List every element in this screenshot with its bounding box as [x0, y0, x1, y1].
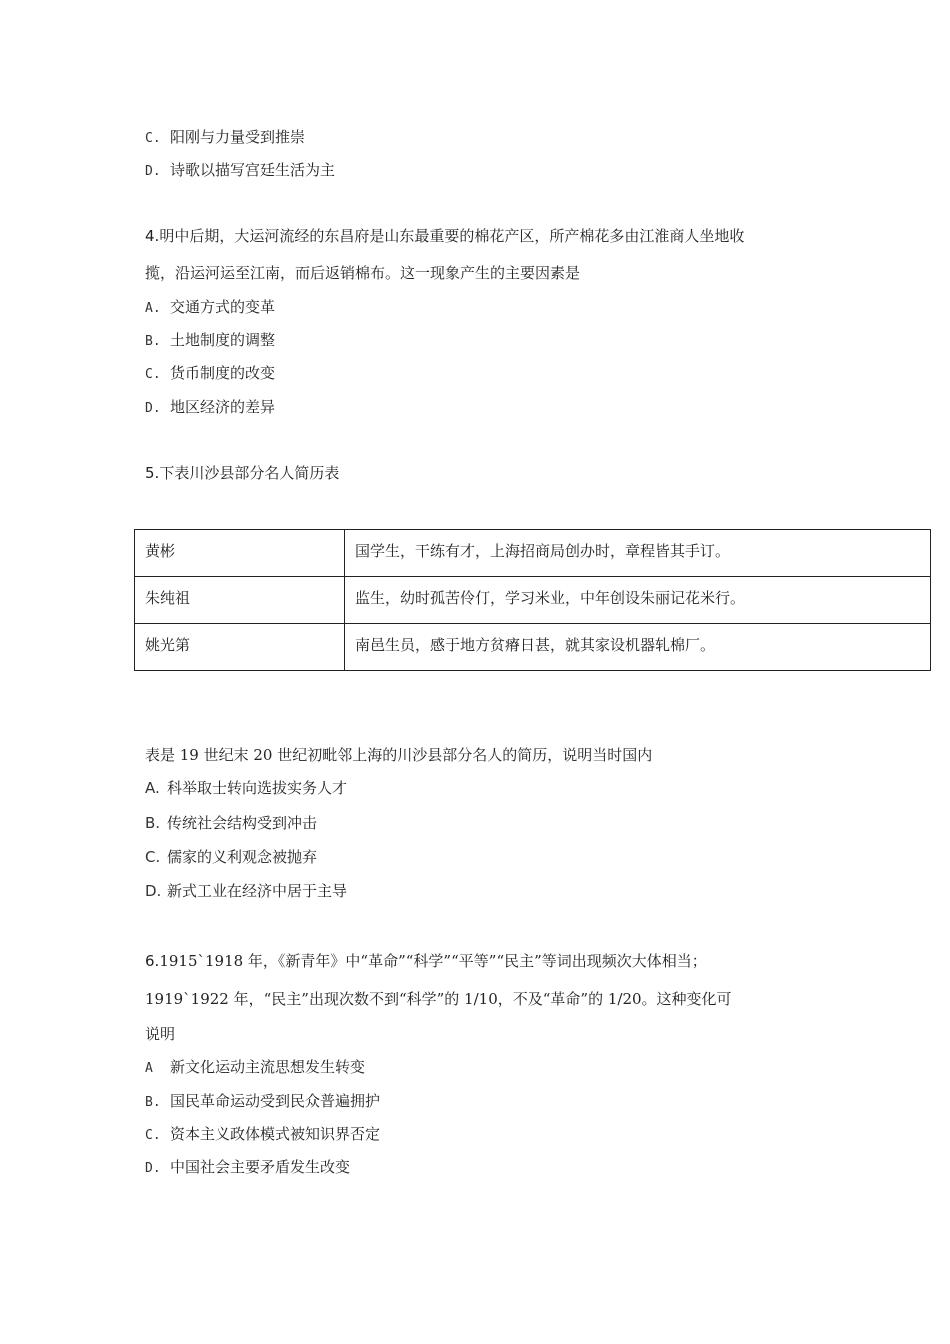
option-text: 新式工业在经济中居于主导 — [167, 882, 348, 900]
q4-option-a — [145, 297, 275, 319]
q6-stem-line2: 1919`1922 年，“民主”出现次数不到“科学”的 1/10，不及“革命”的 1/20。这种变化可 — [145, 990, 732, 1008]
option-letter: A. — [145, 779, 160, 797]
q4-stem-text1: 明中后期，大运河流经的东昌府是山东最重要的棉花产区，所产棉花多由江淮商人坐地收 — [159, 227, 745, 245]
q6-stem-line1 — [145, 951, 707, 971]
q4-option-c — [145, 363, 275, 385]
q5-number: 5. — [145, 464, 160, 482]
q3-option-c — [145, 127, 305, 149]
q4-option-d — [145, 397, 275, 419]
option-text: 传统社会结构受到冲击 — [167, 814, 318, 832]
q5-option-b — [145, 813, 317, 833]
q4-number: 4. — [145, 227, 160, 245]
option-text: 货币制度的改变 — [170, 364, 276, 382]
option-text: 资本主义政体模式被知识界否定 — [170, 1125, 381, 1143]
option-letter: B. — [145, 334, 161, 349]
table-row — [135, 530, 931, 577]
option-text: 国民革命运动受到民众普遍拥护 — [170, 1092, 381, 1110]
option-text: 儒家的义利观念被抛弃 — [167, 848, 318, 866]
q6-option-b — [145, 1091, 380, 1113]
table-cell-bio: 监生，幼时孤苦伶仃，学习米业，中年创设朱丽记花米行。 — [345, 577, 931, 624]
table-cell-bio: 南邑生员，感于地方贫瘠日甚，就其家设机器轧棉厂。 — [345, 624, 931, 671]
q6-option-d — [145, 1157, 350, 1179]
q6-number: 6. — [145, 952, 160, 970]
option-letter: C. — [145, 131, 161, 146]
option-letter: C. — [145, 848, 161, 866]
q6-stem-text1: 1915`1918 年，《新青年》中“革命”“科学”“平等”“民主”等词出现频次大体相当； — [159, 952, 707, 970]
q6-stem-line3: 说明 — [145, 1025, 176, 1043]
q5-option-a — [145, 778, 347, 798]
option-letter: D. — [145, 882, 162, 900]
option-text: 科举取士转向选拔实务人才 — [167, 779, 348, 797]
table-cell-name: 黄彬 — [135, 530, 345, 577]
option-letter: B. — [145, 1095, 161, 1110]
q5-option-d — [145, 881, 347, 901]
q5-stem-text: 下表川沙县部分名人简历表 — [159, 464, 340, 482]
option-letter: A. — [145, 301, 161, 316]
table-row — [135, 624, 931, 671]
table-cell-bio: 国学生，干练有才，上海招商局创办时，章程皆其手订。 — [345, 530, 931, 577]
q4-stem-line1 — [145, 226, 744, 246]
q6-option-a — [145, 1057, 365, 1079]
q4-option-b — [145, 330, 275, 352]
table-cell-name: 朱纯祖 — [135, 577, 345, 624]
option-letter: D. — [145, 401, 161, 416]
option-letter: C. — [145, 367, 161, 382]
option-text: 新文化运动主流思想发生转变 — [170, 1058, 366, 1076]
option-text: 阳刚与力量受到推崇 — [170, 128, 306, 146]
q6-option-c — [145, 1124, 380, 1146]
q5-option-c — [145, 847, 317, 867]
table-cell-name: 姚光第 — [135, 624, 345, 671]
option-text: 交通方式的变革 — [170, 298, 276, 316]
celebrity-table — [134, 529, 931, 671]
option-text: 中国社会主要矛盾发生改变 — [170, 1158, 351, 1176]
option-letter: D. — [145, 164, 161, 179]
option-letter: D. — [145, 1161, 161, 1176]
table-row — [135, 577, 931, 624]
option-letter: C. — [145, 1128, 161, 1143]
q3-option-d — [145, 160, 335, 182]
q5-stem — [145, 463, 339, 483]
option-letter: B. — [145, 814, 161, 832]
q5-after-table: 表是 19 世纪末 20 世纪初毗邻上海的川沙县部分名人的简历，说明当时国内 — [145, 746, 653, 764]
option-text: 土地制度的调整 — [170, 331, 276, 349]
q4-stem-line2: 揽，沿运河运至江南，而后返销棉布。这一现象产生的主要因素是 — [145, 264, 581, 282]
option-letter: A — [145, 1061, 153, 1076]
option-text: 地区经济的差异 — [170, 398, 276, 416]
option-text: 诗歌以描写宫廷生活为主 — [170, 161, 336, 179]
